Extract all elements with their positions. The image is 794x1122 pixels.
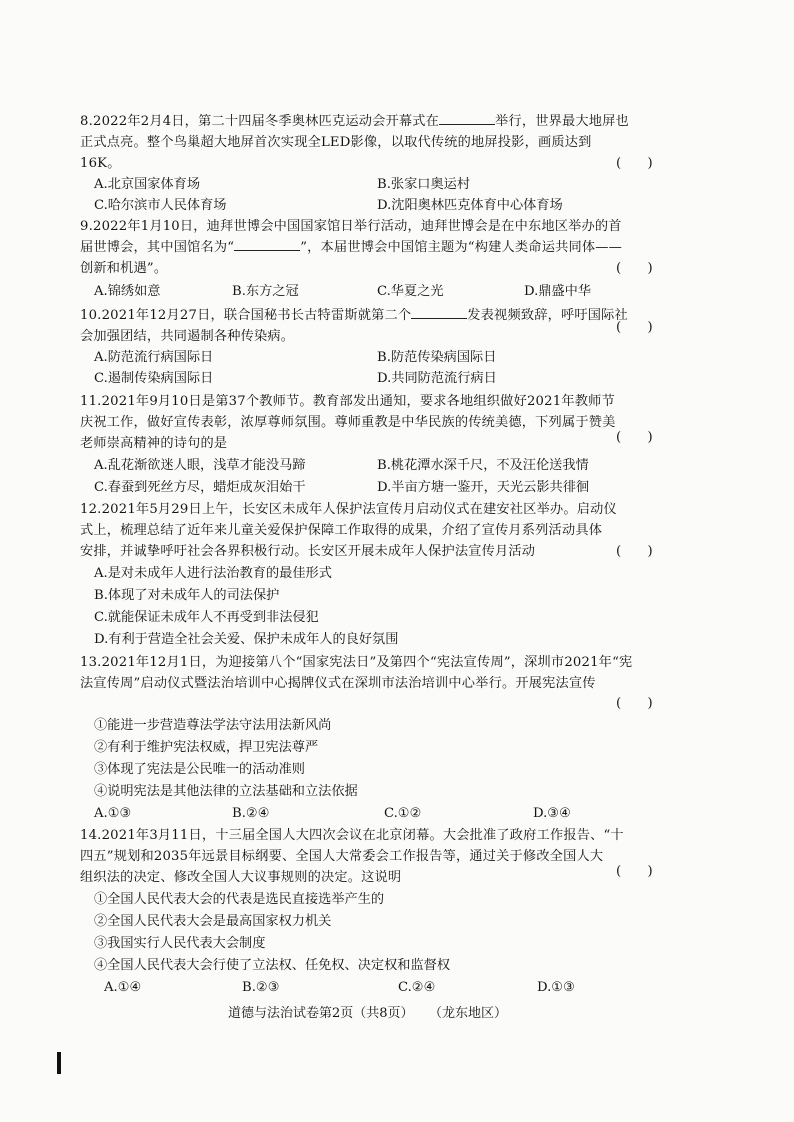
answer-parenthesis: ( ) (616, 864, 653, 879)
option-c: C.春蚕到死丝方尽，蜡炬成灰泪始干 (94, 480, 306, 495)
option-a: A.锦绣如意 (94, 284, 161, 299)
option-a: A.①④ (104, 980, 142, 995)
option-d: D.有利于营造全社会关爱、保护未成年人的良好氛围 (94, 632, 399, 647)
option-a: A.乱花渐欲迷人眼，浅草才能没马蹄 (94, 458, 306, 473)
question-13-line-2: 法宣传周”启动仪式暨法治培训中心揭牌仪式在深圳市法治培训中心举行。开展宪法宣传 (80, 676, 596, 691)
option-c: C.①② (384, 806, 422, 821)
option-a: A.①③ (94, 806, 132, 821)
statement-3: ③体现了宪法是公民唯一的活动准则 (94, 762, 305, 777)
question-14-line-2: 四五”规划和2035年远景目标纲要、全国人大常委会工作报告等，通过关于修改全国人大 (80, 849, 604, 864)
page-footer (228, 1002, 529, 1021)
option-b: B.②③ (242, 980, 280, 995)
question-13-line-1: 13.2021年12月1日，为迎接第八个“国家宪法日”及第四个“宪法宣传周”，深圳市2021年“宪 (80, 655, 633, 670)
option-c: C.华夏之光 (377, 284, 444, 299)
question-8-line-2: 正式点亮。整个鸟巢超大地屏首次实现全LED影像，以取代传统的地屏投影，画质达到 (80, 135, 592, 150)
option-c: C.遏制传染病国际日 (94, 371, 214, 386)
answer-parenthesis: ( ) (616, 544, 653, 559)
question-9-line-3: 创新和机遇”。 (80, 261, 168, 276)
question-8-line-3: 16K。 (80, 156, 121, 171)
question-14-line-1: 14.2021年3月11日，十三届全国人大四次会议在北京闭幕。大会批准了政府工作报告、“十 (80, 828, 624, 843)
option-c: C.哈尔滨市人民体育场 (94, 198, 227, 213)
footer-page-info: 道德与法治试卷第2页（共8页） (228, 1006, 414, 1021)
answer-parenthesis: ( ) (616, 320, 653, 335)
answer-parenthesis: ( ) (616, 430, 653, 445)
statement-1: ①能进一步营造尊法学法守法用法新风尚 (94, 718, 332, 733)
question-11-line-3: 老师崇高精神的诗句的是 (80, 436, 228, 451)
option-c: C.就能保证未成年人不再受到非法侵犯 (94, 610, 319, 625)
option-d: D.共同防范流行病日 (377, 371, 497, 386)
question-12-line-3: 安排，并诚挚呼吁社会各界积极行动。长安区开展未成年人保护法宣传月活动 (80, 544, 536, 559)
option-a: A.是对未成年人进行法治教育的最佳形式 (94, 566, 332, 581)
statement-2: ②有利于维护宪法权威，捍卫宪法尊严 (94, 740, 319, 755)
statement-4: ④全国人民代表大会行使了立法权、任免权、决定权和监督权 (94, 958, 451, 973)
answer-parenthesis: ( ) (616, 156, 653, 171)
answer-blank (234, 238, 300, 251)
option-d: D.①③ (537, 980, 575, 995)
question-11-line-1: 11.2021年9月10日是第37个教师节。教育部发出通知，要求各地组织做好2021年教师节 (80, 394, 615, 409)
option-b: B.张家口奥运村 (377, 177, 471, 192)
option-b: B.②④ (232, 806, 270, 821)
statement-4: ④说明宪法是其他法律的立法基础和立法依据 (94, 784, 358, 799)
option-d: D.鼎盛中华 (524, 284, 592, 299)
option-d: D.沈阳奥林匹克体育中心体育场 (377, 198, 563, 213)
option-d: D.半亩方塘一鉴开，天光云影共徘徊 (377, 480, 590, 495)
option-b: B.防范传染病国际日 (377, 350, 497, 365)
question-9-line-1: 9.2022年1月10日，迪拜世博会中国国家馆日举行活动，迪拜世博会是在中东地区举办的首 (80, 219, 622, 234)
answer-parenthesis: ( ) (616, 261, 653, 276)
question-14-line-3: 组织法的决定、修改全国人大议事规则的决定。这说明 (80, 870, 402, 885)
question-9-line-2: 届世博会，其中国馆名为“ ”，本届世博会中国馆主题为“构建人类命运共同体—— (80, 240, 623, 255)
option-b: B.体现了对未成年人的司法保护 (94, 588, 280, 603)
statement-1: ①全国人民代表大会的代表是选民直接选举产生的 (94, 892, 385, 907)
option-d: D.③④ (533, 806, 571, 821)
footer-region: （龙东地区） (435, 1006, 508, 1021)
option-a: A.北京国家体育场 (94, 177, 201, 192)
answer-blank (411, 306, 467, 319)
question-12-line-2: 式上，梳理总结了近年来儿童关爱保护保障工作取得的成果，介绍了宣传月系列活动具体 (80, 523, 603, 538)
question-12-line-1: 12.2021年5月29日上午，长安区未成年人保护法宣传月启动仪式在建安社区举办。启动仪 (80, 502, 617, 517)
statement-3: ③我国实行人民代表大会制度 (94, 936, 266, 951)
scan-edge-mark (57, 1052, 61, 1074)
option-b: B.东方之冠 (232, 284, 299, 299)
answer-blank (439, 112, 495, 125)
option-b: B.桃花潭水深千尺，不及汪伦送我情 (377, 458, 589, 473)
answer-parenthesis: ( ) (616, 696, 653, 711)
question-10-line-2: 会加强团结，共同遏制各种传染病。 (80, 329, 295, 344)
option-a: A.防范流行病国际日 (94, 350, 214, 365)
option-c: C.②④ (398, 980, 436, 995)
question-8-line-1: 8.2022年2月4日，第二十四届冬季奥林匹克运动会开幕式在 举行，世界最大地屏也 (80, 114, 629, 129)
question-10-line-1: 10.2021年12月27日，联合国秘书长古特雷斯就第二个 发表视频致辞，呼吁国际社 (80, 308, 628, 323)
question-11-line-2: 庆祝工作，做好宣传表彰，浓厚尊师氛围。尊师重教是中华民族的传统美德，下列属于赞美 (80, 415, 616, 430)
statement-2: ②全国人民代表大会是最高国家权力机关 (94, 914, 332, 929)
